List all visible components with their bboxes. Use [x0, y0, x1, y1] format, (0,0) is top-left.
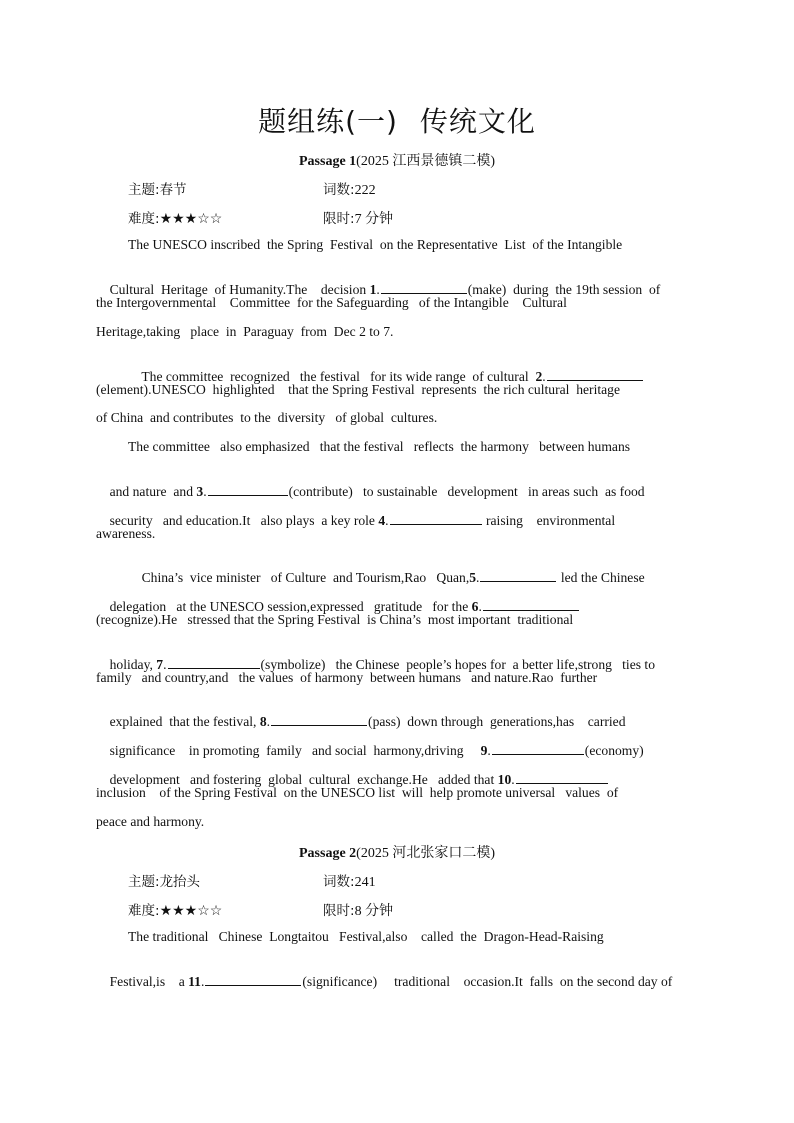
answer-blank[interactable] — [271, 724, 367, 726]
p1-line: development and fostering global cultural exchange.He added that 10. — [96, 756, 700, 804]
p1-line: peace and harmony. — [96, 814, 205, 829]
p1-line: and nature and 3. (contribute) to sustainable development in areas such as food — [109, 484, 645, 499]
passage2-difficulty: 难度:★★★☆☆ — [128, 903, 223, 919]
passage2-timelimit: 限时:8 分钟 — [323, 903, 394, 919]
p1-line: holiday, 7. (symbolize) the Chinese people’s hopes for a better life,strong ties to — [109, 657, 655, 672]
blank-number: 9 — [480, 743, 488, 758]
p1-line: the Intergovernmental Committee for the Safeguarding of the Intangible Cultural — [96, 295, 567, 310]
blank-number: 8 — [259, 714, 267, 729]
blank-number: 5 — [469, 570, 477, 585]
answer-blank[interactable] — [516, 782, 608, 784]
p1-line: family and country,and the values of harmony between humans and nature.Rao further — [96, 670, 598, 685]
p1-line: Heritage,taking place in Paraguay from Dec 2 to 7. — [96, 324, 394, 339]
blank-number: 6 — [471, 599, 479, 614]
passage1-wordcount: 词数:222 — [323, 182, 376, 198]
blank-number: 4 — [378, 513, 386, 528]
passage2-heading: Passage 2(2025 河北张家口二模) — [299, 846, 495, 861]
p1-line: awareness. — [96, 526, 156, 541]
p1-line: The UNESCO inscribed the Spring Festival on the Representative List of the Intangible — [128, 237, 623, 252]
p2-line: Festival,is a 11. (significance) traditional occasion.It falls on the second day of — [109, 974, 673, 989]
blank-number: 3 — [196, 484, 204, 499]
answer-blank[interactable] — [483, 609, 579, 611]
blank-number: 11 — [188, 974, 201, 989]
passage1-timelimit: 限时:7 分钟 — [323, 211, 394, 227]
title-sub: 传统文化 — [419, 105, 536, 138]
answer-blank[interactable] — [492, 753, 584, 755]
passage2-topic: 主题:龙抬头 — [128, 874, 201, 890]
page-title — [0, 100, 794, 140]
p1-line: The committee also emphasized that the festival reflects the harmony between humans — [128, 439, 631, 454]
p1-line: Cultural Heritage of Humanity.The decision 1. (make) during the 19th session of — [109, 282, 661, 297]
answer-blank[interactable] — [547, 379, 643, 381]
passage2-wordcount: 词数:241 — [323, 874, 376, 890]
p1-line: The committee recognized the festival for its wide range of cultural 2. — [128, 353, 700, 401]
blank-number: 1 — [369, 282, 377, 297]
p1-line: (element).UNESCO highlighted that the Spring Festival represents the rich cultural heritage — [96, 382, 620, 397]
p2-line: The traditional Chinese Longtaitou Festival,also called the Dragon-Head-Raising — [128, 929, 604, 944]
passage1-heading: Passage 1(2025 江西景德镇二模) — [299, 154, 495, 169]
p1-line: inclusion of the Spring Festival on the UNESCO list will help promote universal values of — [96, 785, 619, 800]
title-main: 题组练(一) — [258, 105, 398, 138]
answer-blank[interactable] — [208, 494, 288, 496]
answer-blank[interactable] — [381, 292, 467, 294]
answer-blank[interactable] — [480, 580, 556, 582]
blank-number: 7 — [156, 657, 164, 672]
p1-line: (recognize).He stressed that the Spring Festival is China’s most important traditional — [96, 612, 574, 627]
answer-blank[interactable] — [168, 667, 260, 669]
p1-line: security and education.It also plays a key role 4. raising environmental — [109, 513, 616, 528]
p1-line: of China and contributes to the diversity of global cultures. — [96, 410, 438, 425]
blank-number: 2 — [535, 369, 543, 384]
answer-blank[interactable] — [205, 984, 301, 986]
passage1-topic: 主题:春节 — [128, 182, 187, 198]
blank-number: 10 — [497, 772, 512, 787]
p1-line: significance in promoting family and social harmony,driving 9. (economy) — [109, 743, 644, 758]
p1-line: China’s vice minister of Culture and Tourism,Rao Quan,5. led the Chinese — [141, 570, 645, 585]
answer-blank[interactable] — [390, 523, 482, 525]
p1-line: delegation at the UNESCO session,expressed gratitude for the 6. — [96, 583, 700, 631]
passage1-difficulty: 难度:★★★☆☆ — [128, 211, 223, 227]
p1-line: explained that the festival, 8. (pass) down through generations,has carried — [109, 714, 626, 729]
